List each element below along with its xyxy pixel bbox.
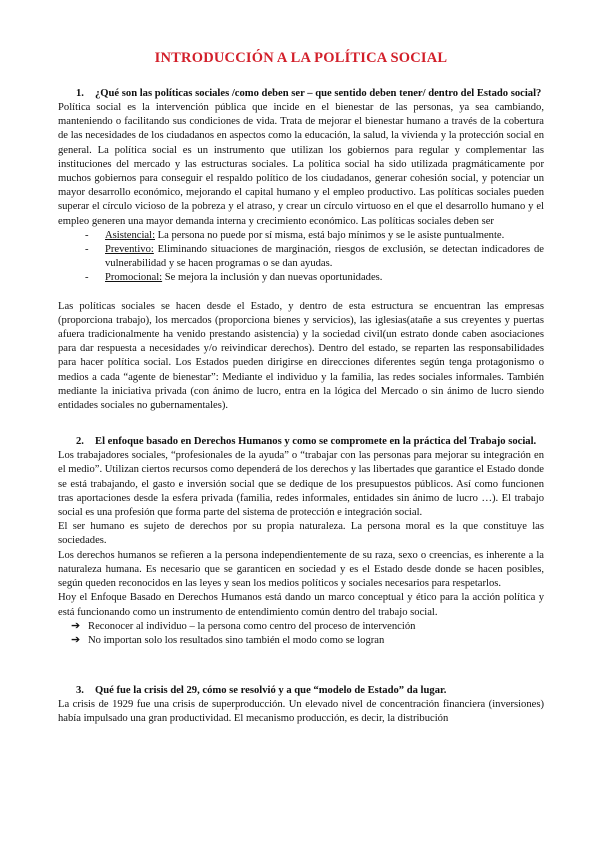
section-1-heading <box>58 87 544 101</box>
section-3-heading <box>58 684 544 698</box>
list-item-text: La persona no puede por sí misma, está bajo mínimos y se le asiste puntualmente. <box>155 229 505 241</box>
list-item-text: Reconocer al individuo – la persona como centro del proceso de intervención <box>88 620 416 632</box>
section-3-number: 3. <box>76 685 84 697</box>
list-item <box>85 229 544 243</box>
list-marker: - <box>85 244 89 256</box>
arrow-icon: ➔ <box>71 633 81 646</box>
section-1-paragraph: Las políticas sociales se hacen desde el Estado, y dentro de esta estructura se encuentran las empresas (proporciona trabajo), los mercados (proporciona bienes y servicios), las iglesias(atañe a sus creyentes y puertas afuera tradicionalmente ha venido prestando asistencia) y la sociedad civil(un estrato donde caben asociaciones para dar respuesta a necesidades y/o reivindicar derechos). Dentro del estado, se reparten las responsabilidades para hacer política social. Los Estados pueden dirigirse en direcciones diferentes según tenga protagonismo o medios a cada “agente de bienestar”: Mediante el individuo y la familia, las redes sociales informales. También mediante la iniciativa privada (con ánimo de lucro, entra en la lógica del Mercado o sin ánimo de lucro siendo entidades sociales no gubernamentales). <box>58 300 544 412</box>
section-3-heading-text: Qué fue la crisis del 29, cómo se resolvió y a que “modelo de Estado” da lugar. <box>95 685 447 697</box>
section-2-paragraph: Los derechos humanos se refieren a la persona independientemente de su raza, sexo o creencias, es inherente a la naturaleza humana. Es necesario que se garanticen en sociedad y es el Estado desde donde se hacen posibles, según queden reconocidos en las leyes y sean los medios políticos y sociales necesarios para respetarlos. <box>58 549 544 590</box>
section-2-heading-text: El enfoque basado en Derechos Humanos y como se compromete en la práctica del Trabajo social. <box>95 436 537 448</box>
section-2-paragraph: Los trabajadores sociales, “profesionales de la ayuda” o “trabajar con las personas para mejorar su integración en el medio”. Utilizan ciertos recursos como dependerá de los derechos y las libertades que garantice el Estado donde se está trabajando, el gasto e inversión social que se dedique de los presupuestos públicos. Así como funcionen tras aportaciones desde la esfera privada (familia, redes informales, entidades sin ánimo de lucro …). El trabajo social es una profesión que forma parte del sistema de protección e integración social. <box>58 450 544 519</box>
list-item-label: Asistencial: <box>105 229 156 241</box>
section-2-paragraph: Hoy el Enfoque Basado en Derechos Humanos está dando un marco conceptual y ético para la acción política y está funcionando como un instrumento de entendimiento común dentro del trabajo social. <box>58 592 544 618</box>
list-item-text: No importan solo los resultados sino también el modo como se logran <box>88 634 385 646</box>
list-item-label: Preventivo: <box>105 244 154 256</box>
list-item-text: Eliminando situaciones de marginación, riesgos de exclusión, se detectan indicadores de vulnerabilidad y se hacen programas o se dan ayudas. <box>105 244 544 270</box>
section-2-number: 2. <box>76 436 84 448</box>
list-item-label: Promocional: <box>105 272 163 284</box>
list-item <box>85 243 544 271</box>
section-1-intro: Política social es la intervención pública que incide en el bienestar de las personas, ya sea cambiando, manteniendo o facilitando sus condiciones de vida. Trata de mejorar el bienestar humano a través de la cobertura de las necesidades de los ciudadanos en aspectos como la educación, la salud, la vivienda y la protección social en general. La política social es un instrumento que utilizan los gobiernos para regular y complementar las instituciones del mercado y las estructuras sociales. La política social ha sido utilizada pragmáticamente por muchos gobiernos para conseguir el respaldo político de los ciudadanos, generar cohesión social, y potenciar un mayor desarrollo económico, mejorando el capital humano y el empleo productivo. Las políticas sociales pueden superar el círculo vicioso de la pobreza y el atraso, y crear un círculo virtuoso en el que el desarrollo humano y el empleo generen una mayor demanda interna y crecimiento económico. Las políticas sociales deben ser <box>58 102 544 227</box>
section-3-paragraph: La crisis de 1929 fue una crisis de superproducción. Un elevado nivel de concentración financiera (inversiones) había impulsado una gran productividad. El mecanismo producción, es decir, la distribución <box>58 699 544 725</box>
list-marker: - <box>85 272 89 284</box>
section-1-number: 1. <box>76 88 84 99</box>
section-2-heading <box>58 435 544 449</box>
section-1-heading-text: ¿Qué son las políticas sociales /como deben ser – que sentido deben tener/ dentro del Estado social? <box>95 88 542 99</box>
list-item <box>85 271 544 285</box>
list-item <box>71 633 544 648</box>
section-2-list <box>58 620 544 648</box>
document-title: INTRODUCCIÓN A LA POLÍTICA SOCIAL <box>154 50 448 66</box>
list-item-text: Se mejora la inclusión y dan nuevas oportunidades. <box>162 272 383 284</box>
section-2-paragraph: El ser humano es sujeto de derechos por su propia naturaleza. La persona moral es la que constituye las sociedades. <box>58 521 544 547</box>
document-page <box>58 50 544 727</box>
section-1-list <box>58 229 544 286</box>
list-marker: - <box>85 229 89 241</box>
list-item <box>71 619 544 634</box>
arrow-icon: ➔ <box>71 619 81 632</box>
